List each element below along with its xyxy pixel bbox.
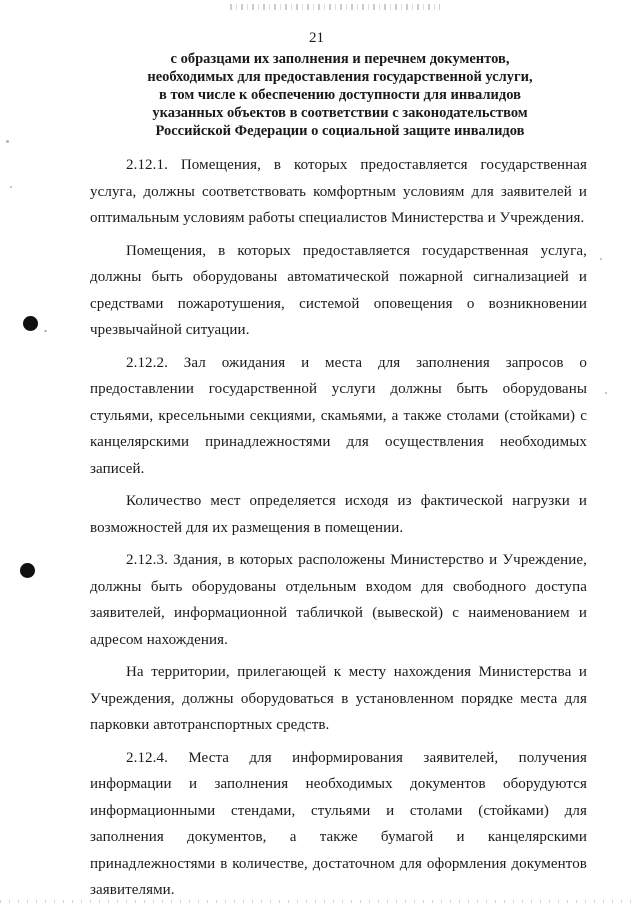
heading-line: Российской Федерации о социальной защите инвалидов <box>155 123 525 139</box>
page-number: 21 <box>309 30 324 46</box>
section-heading <box>120 50 560 140</box>
paragraph-parking: На территории, прилегающей к месту нахождения Министерства и Учреждения, должны оборудоваться в установленном порядке места для парковки автотранспортных средств. <box>90 664 587 733</box>
scan-noise-bottom <box>0 900 633 903</box>
paragraph-2-12-2: 2.12.2. Зал ожидания и места для заполнения запросов о предоставлении государственной услуги должны быть оборудованы стульями, кресельными секциями, скамьями, а также столами (стойками) с канцелярскими принадлежностями для осуществления необходимых записей. <box>90 354 587 477</box>
paragraph-2-12-4: 2.12.4. Места для информирования заявителей, получения информации и заполнения необходимых документов оборудуются информационными стендами, стульями и столами (стойками) для заполнения документов, а также бумагой и канцелярскими принадлежностями в количестве, достаточном для оформления документов заявителями. <box>90 749 587 898</box>
scan-noise-top <box>230 4 440 10</box>
heading-line: в том числе к обеспечению доступности для инвалидов <box>159 87 521 103</box>
heading-line: необходимых для предоставления государственной услуги, <box>147 69 533 85</box>
heading-line: с образцами их заполнения и перечнем документов, <box>170 51 510 67</box>
paragraph-2-12-1: 2.12.1. Помещения, в которых предоставляется государственная услуга, должны соответствовать комфортным условиям для заявителей и оптимальным условиям работы специалистов Министерства и Учреждения. <box>90 157 587 226</box>
document-body <box>90 152 587 904</box>
heading-line: указанных объектов в соответствии с законодательством <box>152 105 528 121</box>
scan-speck <box>600 258 602 260</box>
scan-speck <box>10 186 12 188</box>
scan-speck <box>44 330 47 332</box>
scan-speck <box>6 140 9 143</box>
paragraph-premises-fire-safety: Помещения, в которых предоставляется государственная услуга, должны быть оборудованы автоматической пожарной сигнализацией и средствами пожаротушения, системой оповещения о возникновении чрезвычайной ситуации. <box>90 242 587 338</box>
paragraph-2-12-3: 2.12.3. Здания, в которых расположены Министерство и Учреждение, должны быть оборудованы отдельным входом для свободного доступа заявителей, информационной табличкой (вывеской) с наименованием и адресом нахождения. <box>90 552 587 648</box>
punch-hole-mark <box>23 316 38 331</box>
paragraph-seat-count: Количество мест определяется исходя из фактической нагрузки и возможностей для их размещения в помещении. <box>90 493 587 536</box>
scan-speck <box>605 392 607 394</box>
punch-hole-mark <box>20 563 35 578</box>
